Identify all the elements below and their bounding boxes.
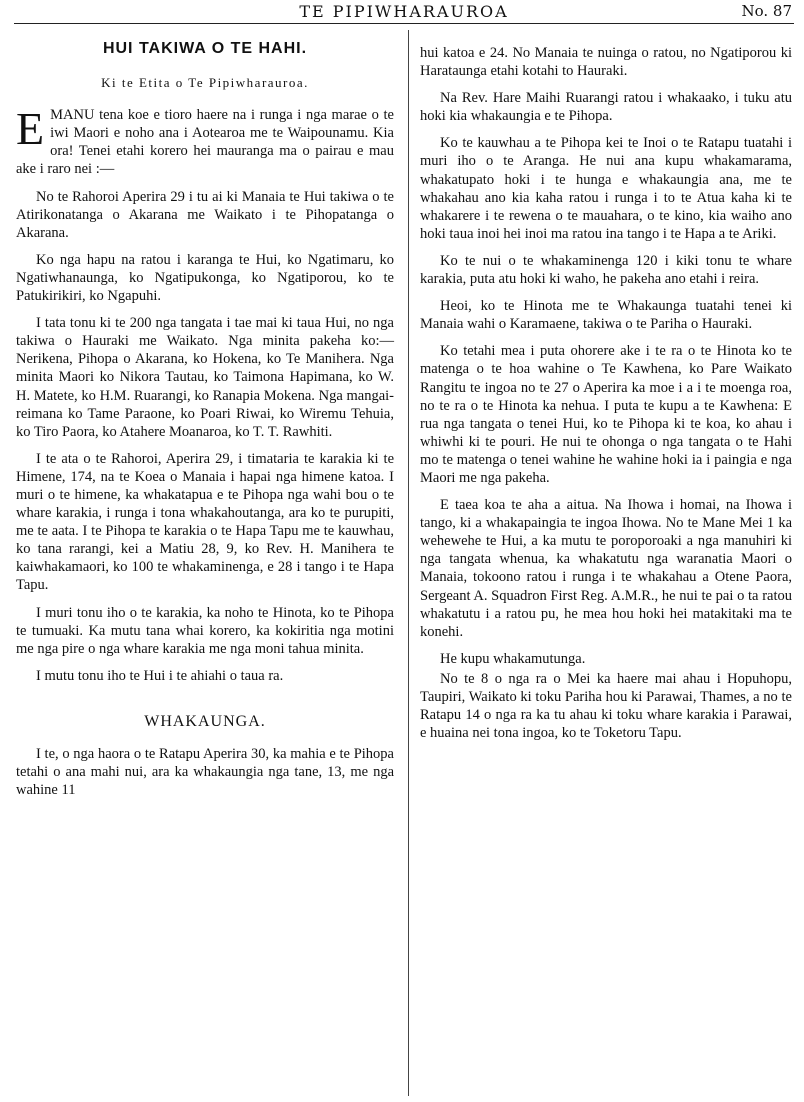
newspaper-title: TE PIPIWHARAUROA bbox=[299, 2, 509, 21]
issue-number: No. 87 bbox=[741, 2, 792, 20]
paragraph: hui katoa e 24. No Manaia te nuinga o ratou, no Ngatiporou ki Harataunga etahi kotahi to Hauraki. bbox=[420, 45, 792, 80]
paragraph: I tata tonu ki te 200 nga tangata i tae mai ki taua Hui, no nga takiwa o Hauraki me Waikato. Nga minita pakeha ko:—Nerikena, Pihopa o Akarana, ko Hokena, ko Te Manihera. Nga minita Maori ko Nikora Tautau, ko Taimona Hapimana, ko W. H. Matete, ko H.M. Ruarangi, ko Ranapia Mokena. Nga mangai-reimana ko Tame Paraone, ko Poari Riwai, ko Wiremu Tehuia, ko Tiro Paora, ko Atahere Moanaroa, ko T. T. Rawhiti. bbox=[16, 315, 394, 440]
paragraph: I mutu tonu iho te Hui i te ahiahi o taua ra. bbox=[36, 667, 284, 684]
paragraph: Ko te nui o te whakaminenga 120 i kiki tonu te whare karakia, puta atu hoki ki waho, he pakeha ano etahi i reira. bbox=[420, 252, 792, 288]
article-title: HUI TAKIWA O TE HAHI. bbox=[102, 40, 308, 57]
column-divider bbox=[408, 30, 409, 1096]
right-column bbox=[420, 44, 792, 751]
article-subtitle: Ki te Etita o Te Pipiwharauroa. bbox=[101, 75, 309, 91]
header-rule bbox=[14, 23, 794, 24]
paragraph: E taea koa te aha a aitua. Na Ihowa i homai, na Ihowa i tango, ki a whakapaingia te ingoa Ihowa. No te Mane Mei 1 ka wehewehe te Hui, a ka mutu te poroporoaki a nga manuhiri ki nga tangata whenua, ka whakatutu nga waranatia Maori o Manaia, tokoono ratou i runga i te whakahau a Otene Paora, Sergeant A. Squadron First Reg. A.M.R., he nui te pai o ta ratou whakatutu i a ratou pu, he mea hou hoki hei matakitaki ma te konehi. bbox=[420, 497, 792, 640]
paragraph: No te Rahoroi Aperira 29 i tu ai ki Manaia te Hui takiwa o te Atirikonatanga o Akarana me Waikato i te Pihopatanga o Akarana. bbox=[16, 188, 394, 241]
paragraph: Heoi, ko te Hinota me te Whakaunga tuatahi tenei ki Manaia wahi o Karamaene, takiwa o te Pariha o Hauraki. bbox=[420, 298, 792, 333]
page-header bbox=[14, 0, 794, 24]
paragraph: He kupu whakamutunga. bbox=[440, 650, 586, 667]
drop-cap: E bbox=[16, 103, 45, 155]
paragraph: No te 8 o nga ra o Mei ka haere mai ahau i Hopuhopu, Taupiri, Waikato ki toku Pariha hou ki Parawai, Thames, a no te Ratapu 14 o nga ra ka tu ahau ki toku whare karakia i Parawai, e huaina nei tona ingoa, ko te Toketoru Tapu. bbox=[420, 670, 792, 742]
paragraph: I te, o nga haora o te Ratapu Aperira 30, ka mahia e te Pihopa tetahi o ana mahi nui, ara ka whakaungia nga tane, 13, me nga wahine 11 bbox=[16, 746, 394, 799]
paragraph: I te ata o te Rahoroi, Aperira 29, i timataria te karakia ki te Himene, 174, na te Koea o Manaia i hapai nga himene katoa. I muri o te himene, ka whakatapua e te Pihopa nga wahi bou o te whare karakia, i runga i tona whakahoutanga, ara ko te purupiti, me te aata. I te Pihopa te karakia o te Hapa Tapu me te kauwhau, ko tana rarangi, kei a Matiu 28, 9, ko Rev. H. Manihera te kaiwhakamaori, ko 100 te whakaminenga, e 28 i tango i te Hapa Tapu. bbox=[16, 450, 394, 594]
left-column bbox=[16, 40, 394, 808]
paragraph: Ko te kauwhau a te Pihopa kei te Inoi o te Ratapu tuatahi i muri iho o te Aranga. He nui ana kupu whakamarama, whakatupato hoki i te hunga e whakaungia ana, me te whakahau ano kia kaha ratou i runga i to te Atua kaha ki te whakarere i te rewena o te mauahara, o te kino, kia waiho ano hoki taua inoi hei inoi ma ratou ina tango i te Hapa a te Ariki. bbox=[420, 135, 792, 242]
paragraph: EMANU tena koe e tioro haere na i runga i nga marae o te iwi Maori e noho ana i Aotearoa me te Waipounamu. Kia ora! Tenei etahi korero hei mauranga ma o pairau e mau ake i raro nei :— bbox=[16, 103, 394, 178]
section-heading: WHAKAUNGA. bbox=[144, 712, 266, 730]
paragraph: I muri tonu iho o te karakia, ka noho te Hinota, ko te Pihopa te tumuaki. Ka mutu tana whai korero, ka kokiritia nga motini me nga pire o nga whare karakia me nga moni tahua minita. bbox=[16, 604, 394, 657]
paragraph: Ko nga hapu na ratou i karanga te Hui, ko Ngatimaru, ko Ngatiwhanaunga, ko Ngatipukonga, ko Ngatiporou, ko te Patukirikiri, ko Ngapuhi. bbox=[16, 251, 394, 305]
paragraph: Na Rev. Hare Maihi Ruarangi ratou i whakaako, i tuku atu hoki kia whakaungia e te Pihopa. bbox=[420, 90, 792, 125]
paragraph: Ko tetahi mea i puta ohorere ake i te ra o te Hinota ko te matenga o te hoa wahine o Te Kawhena, ko Pare Waikato Rangitu te ingoa no te 27 o Aperira ka moe i a i te moenga roa, no te ra o te Hinota ka nehua. I puta te kupu a te Kawhena: E rua nga tangata o tenei Hui, ko te Pihopa ki te koa, ko ahau i whiwhi ki te pouri. He nui te ohonga o nga tangata o te Hahi mo te matenga o tenei wahine he wahine hoki ia i paingia e nga Maori me nga pakeha. bbox=[420, 343, 792, 486]
